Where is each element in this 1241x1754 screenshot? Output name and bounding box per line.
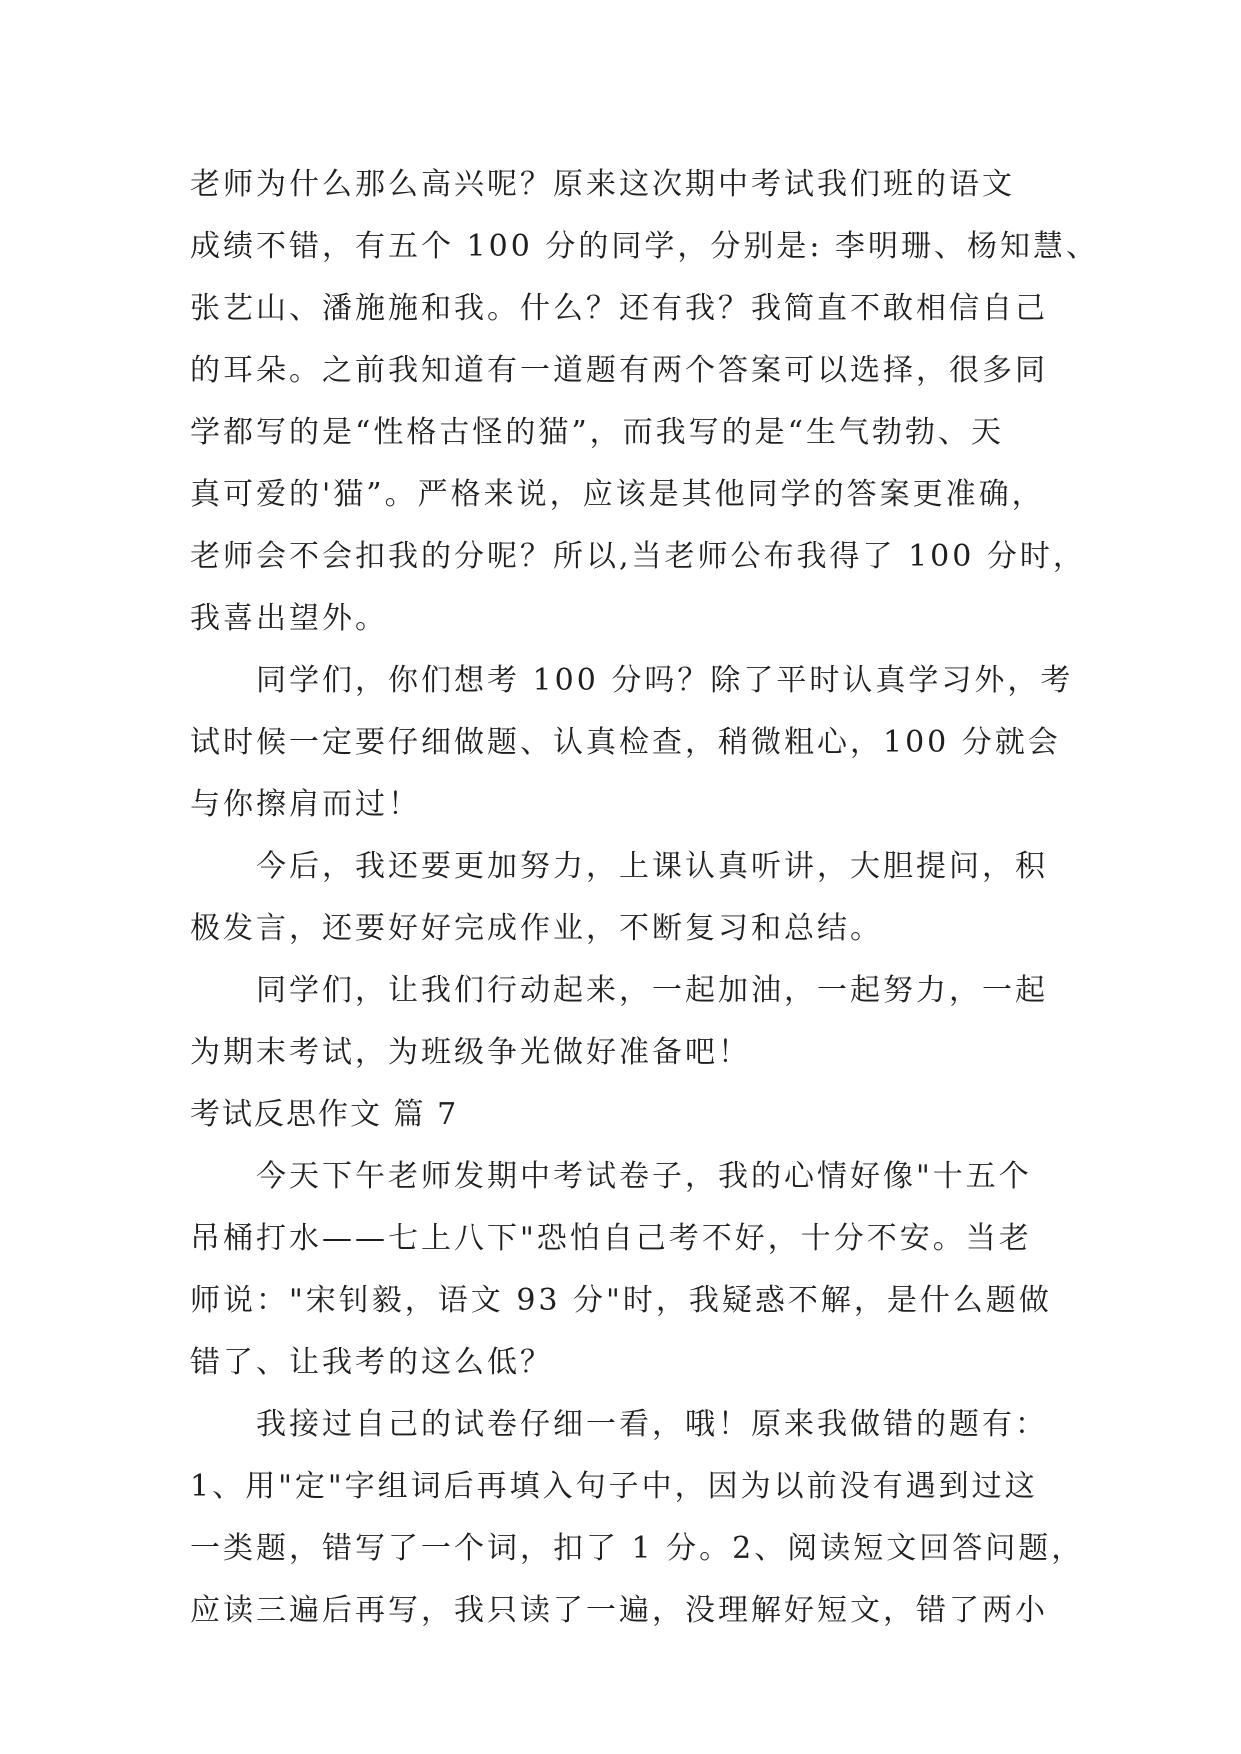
text-line: 为期末考试，为班级争光做好准备吧！ <box>190 1035 751 1070</box>
text-line: 我喜出望外。 <box>190 601 388 636</box>
section-heading: 考试反思作文 篇 7 <box>190 1097 459 1132</box>
text-line: 一类题，错写了一个词，扣了 1 分。2、阅读短文回答问题， <box>190 1531 1085 1566</box>
text-line: 试时候一定要仔细做题、认真检查，稍微粗心，100 分就会 <box>190 725 1061 760</box>
paragraph-start-line: 同学们，让我们行动起来，一起加油，一起努力，一起 <box>256 973 1048 1008</box>
text-line: 吊桶打水——七上八下"恐怕自己考不好，十分不安。当老 <box>190 1221 1032 1256</box>
paragraph-start-line: 我接过自己的试卷仔细一看，哦！原来我做错的题有： <box>256 1407 1048 1442</box>
text-line: 老师会不会扣我的分呢？所以,当老师公布我得了 100 分时， <box>190 539 1086 574</box>
text-line: 与你擦肩而过！ <box>190 787 421 822</box>
text-line: 师说："宋钊毅，语文 93 分"时，我疑惑不解，是什么题做 <box>190 1283 1052 1318</box>
text-line: 真可爱的'猫”。严格来说，应该是其他同学的答案更准确， <box>190 477 1045 512</box>
text-line: 错了、让我考的这么低？ <box>190 1345 553 1380</box>
text-line: 成绩不错，有五个 100 分的同学，分别是: 李明珊、杨知慧、 <box>190 229 1099 264</box>
text-line: 的耳朵。之前我知道有一道题有两个答案可以选择，很多同 <box>190 353 1048 388</box>
text-line: 应读三遍后再写，我只读了一遍，没理解好短文，错了两小 <box>190 1593 1048 1628</box>
text-line: 老师为什么那么高兴呢？原来这次期中考试我们班的语文 <box>190 167 1015 202</box>
text-line: 学都写的是“性格古怪的猫”，而我写的是“生气勃勃、天 <box>190 415 1005 450</box>
text-line: 极发言，还要好好完成作业，不断复习和总结。 <box>190 911 883 946</box>
text-line: 1、用"定"字组词后再填入句子中，因为以前没有遇到过这 <box>190 1469 1038 1504</box>
text-line: 张艺山、潘施施和我。什么？还有我？我简直不敢相信自己 <box>190 291 1048 326</box>
paragraph-start-line: 今后，我还要更加努力，上课认真听讲，大胆提问，积 <box>256 849 1048 884</box>
paragraph-start-line: 今天下午老师发期中考试卷子，我的心情好像"十五个 <box>256 1159 1032 1194</box>
paragraph-start-line: 同学们，你们想考 100 分吗？除了平时认真学习外，考 <box>256 663 1074 698</box>
